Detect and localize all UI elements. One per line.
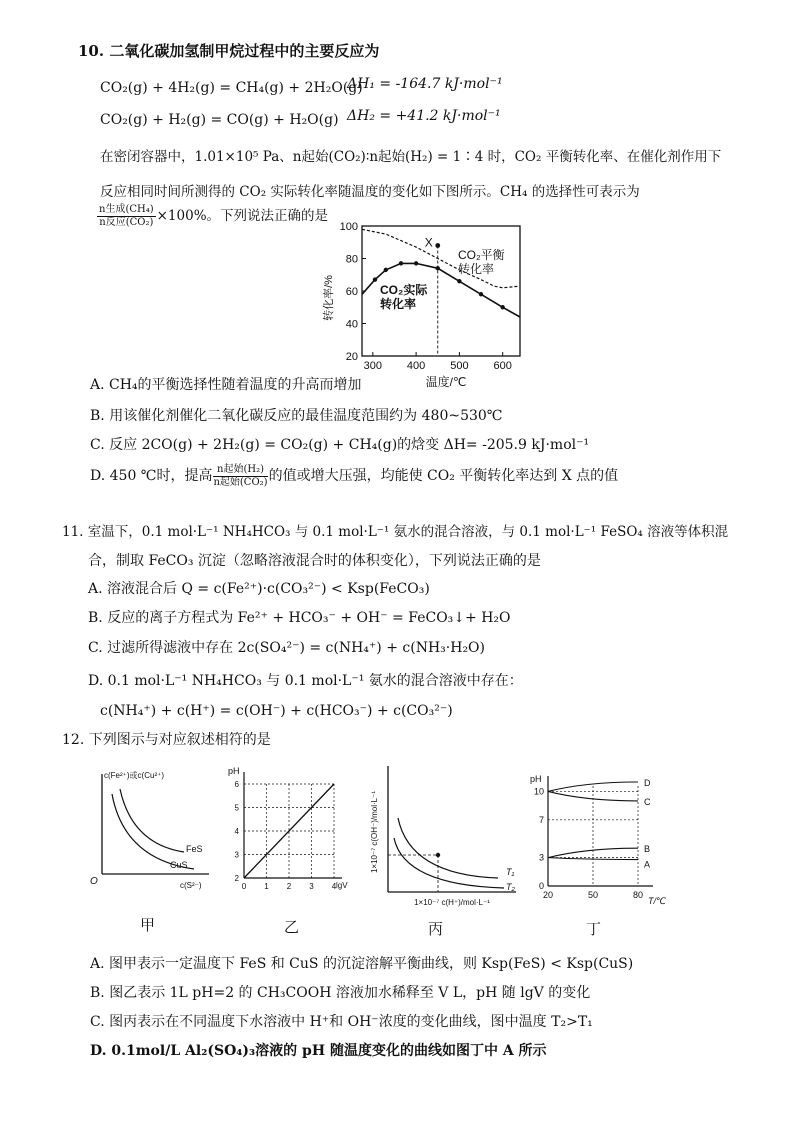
yi-xlabel: lgV — [336, 881, 348, 890]
actual-point — [373, 277, 377, 281]
y-tick-label: 6 — [234, 780, 239, 789]
selectivity-denominator: n反应(CO₂) — [99, 216, 154, 228]
x-tick-label: 50 — [587, 890, 599, 900]
q12-option-d: D. 0.1mol/L Al₂(SO₄)₃溶液的 pH 随温度变化的曲线如图丁中 A 所示 — [90, 1043, 547, 1059]
t2-label: T₂ — [506, 882, 515, 892]
figure-jia — [84, 764, 214, 894]
x-tick-label: 4 — [331, 882, 337, 891]
curve-label: A — [644, 859, 651, 870]
bing-xlabel: 1×10⁻⁷ c(H⁺)/mol·L⁻¹ — [414, 898, 490, 907]
curve-label: B — [644, 844, 651, 855]
q10-option-a: A. CH₄的平衡选择性随着温度的升高而增加 — [90, 377, 362, 393]
t1-label: T₁ — [506, 867, 515, 877]
q10-option-c: C. 反应 2CO(g) + 2H₂(g) = CO₂(g) + CH₄(g)的焓变 ΔH= -205.9 kJ·mol⁻¹ — [90, 437, 590, 453]
y-tick-label: 4 — [234, 827, 239, 836]
cus-label: CuS — [170, 860, 188, 870]
caption-jia: 甲 — [140, 916, 156, 934]
x-tick-label: 2 — [286, 882, 292, 891]
point-x — [435, 243, 440, 248]
q10-conversion-chart — [316, 218, 534, 390]
ratio-numerator: n起始(H₂) — [213, 464, 267, 477]
jia-ylabel: c(Fe²⁺)或c(Cu²⁺) — [104, 771, 164, 780]
y-tick-label: 3 — [538, 852, 544, 863]
q11-line-2: 合，制取 FeCO₃ 沉淀（忽略溶液混合时的体积变化），下列说法正确的是 — [88, 553, 541, 569]
x-tick-label: 80 — [632, 890, 644, 900]
selectivity-tail: ×100%。下列说法正确的是 — [156, 208, 329, 224]
figure-bing — [366, 760, 526, 910]
q11-option-d: D. 0.1 mol·L⁻¹ NH₄HCO₃ 与 0.1 mol·L⁻¹ 氨水的混合溶液中存在： — [88, 673, 523, 689]
q10-option-d-tail: 的值或增大压强，均能使 CO₂ 平衡转化率达到 X 点的值 — [268, 468, 619, 484]
q10-para-2: 反应相同时间所测得的 CO₂ 实际转化率随温度的变化如下图所示。CH₄ 的选择性可表示为 — [100, 184, 640, 200]
actual-point — [457, 279, 461, 283]
ratio-denominator: n起始(CO₂) — [213, 476, 268, 488]
point-x-label: X — [424, 235, 433, 250]
eq-label-1: CO₂平衡 — [458, 248, 505, 262]
q10-option-d — [90, 464, 618, 488]
fes-curve — [120, 789, 184, 852]
jia-xlabel: c(S²⁻) — [180, 881, 202, 890]
y-tick-label: 10 — [533, 786, 544, 797]
figure-ding — [528, 770, 688, 906]
q10-reaction-1: CO₂(g) + 4H₂(g) = CH₄(g) + 2H₂O(g) — [100, 80, 363, 96]
q10-selectivity-expression — [96, 204, 328, 228]
x-tick-label: 20 — [542, 890, 554, 900]
bing-ylabel: 1×10⁻⁷ c(OH⁻)/mol·L⁻¹ — [370, 790, 379, 874]
q12-option-c: C. 图丙表示在不同温度下水溶液中 H⁺和 OH⁻浓度的变化曲线，图中温度 T₂>T₁ — [90, 1014, 593, 1030]
caption-bing: 丙 — [428, 920, 444, 938]
eq-label-2: 转化率 — [458, 262, 495, 276]
selectivity-numerator: n生成(CH₄) — [99, 204, 154, 215]
y-tick-label: 80 — [345, 253, 358, 266]
actual-point — [500, 305, 504, 309]
y-tick-label: 3 — [234, 850, 239, 860]
q10-option-d-lead: D. 450 ℃时，提高 — [90, 468, 213, 484]
caption-ding: 丁 — [586, 920, 602, 938]
curve-label: C — [644, 796, 651, 807]
q10-reaction-2: CO₂(g) + H₂(g) = CO(g) + H₂O(g) — [100, 112, 339, 128]
y-tick-label: 20 — [345, 351, 358, 363]
q11-line-1: 11. 室温下，0.1 mol·L⁻¹ NH₄HCO₃ 与 0.1 mol·L⁻¹ 氨水的混合溶液，与 0.1 mol·L⁻¹ FeSO₄ 溶液等体积混 — [62, 524, 729, 540]
figure-yi — [226, 762, 352, 894]
x-tick-label: 500 — [450, 360, 469, 372]
actual-point — [384, 268, 388, 272]
q10-para-1: 在密闭容器中，1.01×10⁵ Pa、n起始(CO₂)∶n起始(H₂) = 1∶4 时，CO₂ 平衡转化率、在催化剂作用下 — [100, 149, 722, 165]
act-label-1: CO₂实际 — [380, 283, 428, 297]
neutral-point — [436, 853, 440, 857]
x-tick-label: 300 — [363, 360, 383, 372]
selectivity-fraction — [97, 204, 156, 228]
chart-ylabel: 转化率/% — [323, 275, 335, 321]
q10-option-b: B. 用该催化剂催化二氧化碳反应的最佳温度范围约为 480~530℃ — [90, 408, 503, 424]
ding-xlabel: T/℃ — [648, 896, 667, 906]
x-tick-label: 600 — [493, 360, 512, 372]
y-tick-label: 0 — [538, 881, 544, 891]
x-tick-label: 0 — [241, 882, 247, 891]
chart-xlabel: 温度/℃ — [425, 375, 467, 389]
fes-label: FeS — [186, 844, 203, 854]
x-tick-label: 1 — [264, 882, 269, 891]
q12-option-a: A. 图甲表示一定温度下 FeS 和 CuS 的沉淀溶解平衡曲线，则 Ksp(FeS) < Ksp(CuS) — [90, 956, 634, 972]
q11-option-b: B. 反应的离子方程式为 Fe²⁺ + HCO₃⁻ + OH⁻ = FeCO₃↓+ H₂O — [88, 610, 511, 626]
yi-ylabel: pH — [228, 766, 240, 776]
q10-enthalpy-1: ΔH₁ = -164.7 kJ·mol⁻¹ — [347, 76, 503, 92]
y-tick-label: 40 — [345, 318, 358, 331]
q11-option-d-equation: c(NH₄⁺) + c(H⁺) = c(OH⁻) + c(HCO₃⁻) + c(CO₃²⁻) — [100, 703, 453, 719]
ding-ylabel: pH — [530, 774, 542, 784]
ratio-fraction — [213, 464, 267, 488]
actual-point — [479, 292, 483, 296]
y-tick-label: 7 — [538, 814, 544, 825]
y-tick-label: 60 — [345, 286, 358, 298]
y-tick-label: 2 — [234, 874, 239, 883]
actual-point — [414, 261, 418, 265]
q11-option-c: C. 过滤所得滤液中存在 2c(SO₄²⁻) = c(NH₄⁺) + c(NH₃·H₂O) — [88, 640, 485, 656]
caption-yi: 乙 — [284, 918, 300, 936]
q12-title: 12. 下列图示与对应叙述相符的是 — [62, 732, 271, 748]
y-tick-label: 5 — [234, 803, 239, 813]
curve-label: D — [644, 778, 651, 788]
act-label-2: 转化率 — [380, 297, 417, 311]
q10-title: 10. 二氧化碳加氢制甲烷过程中的主要反应为 — [78, 42, 380, 60]
q12-option-b: B. 图乙表示 1L pH=2 的 CH₃COOH 溶液加水稀释至 V L，pH 随 lgV 的变化 — [90, 985, 591, 1001]
jia-origin: O — [90, 876, 98, 887]
y-tick-label: 100 — [339, 221, 358, 233]
x-tick-label: 3 — [309, 882, 314, 891]
t1-curve — [398, 818, 498, 878]
q11-option-a: A. 溶液混合后 Q = c(Fe²⁺)·c(CO₃²⁻) < Ksp(FeCO₃) — [88, 581, 430, 597]
x-tick-label: 400 — [406, 360, 426, 372]
actual-point — [399, 261, 403, 265]
q10-enthalpy-2: ΔH₂ = +41.2 kJ·mol⁻¹ — [347, 108, 501, 124]
curve-B — [548, 848, 638, 857]
